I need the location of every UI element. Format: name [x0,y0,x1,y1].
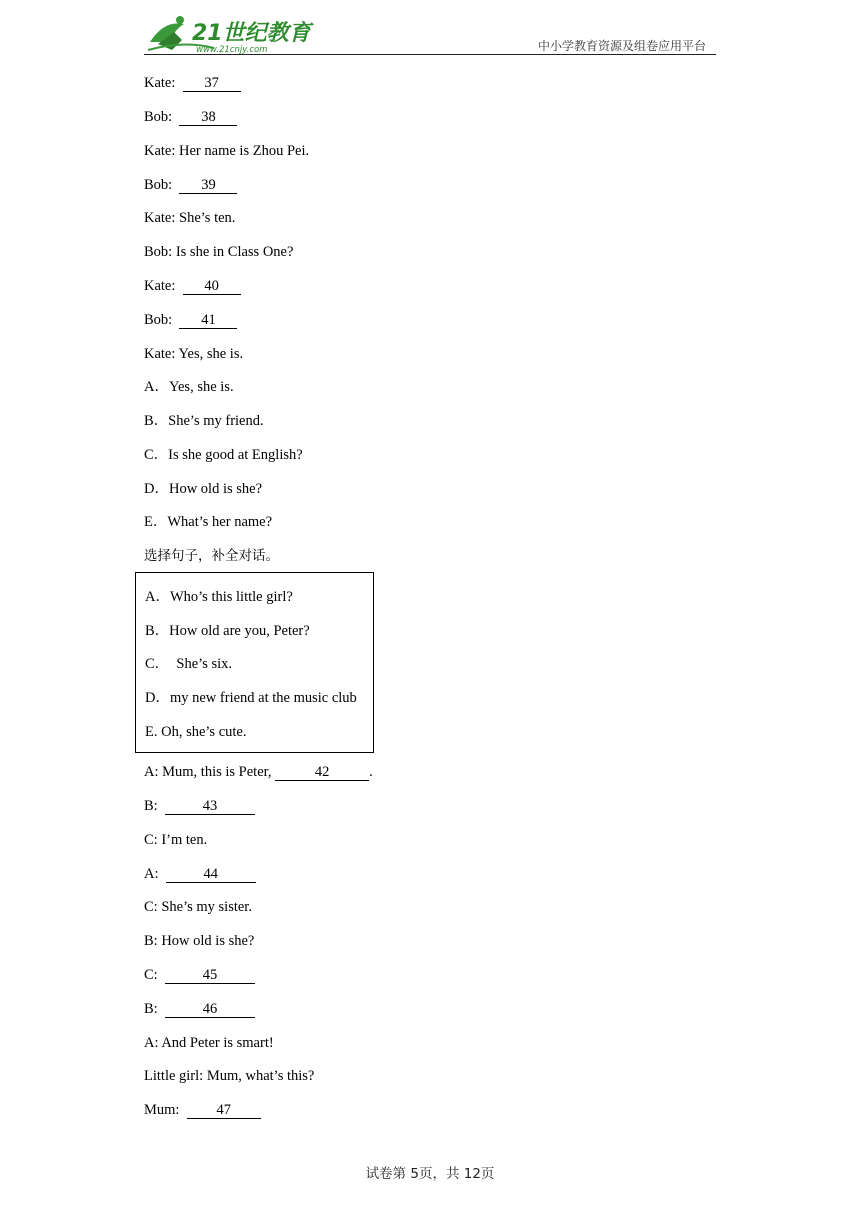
dialog2-line-47: Mum: 47 [144,1101,261,1119]
option-e: E．What’s her name? [144,514,273,530]
dialog1-line: Kate: Her name is Zhou Pei. [144,143,310,159]
dialog2-line-45: C: 45 [144,966,255,984]
dialog2-line: A: And Peter is smart! [144,1035,274,1051]
platform-text: 中小学教育资源及组卷应用平台 [537,39,706,53]
option-d: D．How old is she? [144,481,263,497]
answer-blank-37[interactable]: 37 [183,75,241,92]
answer-blank-45[interactable]: 45 [165,967,255,984]
box-option-a: A．Who’s this little girl? [145,589,293,605]
dialog2-line-44: A: 44 [144,865,256,883]
dialog2-line: C: She’s my sister. [144,899,252,915]
answer-blank-39[interactable]: 39 [179,177,237,194]
box-option-b: B．How old are you, Peter? [145,623,310,639]
answer-blank-42[interactable]: 42 [275,764,369,781]
dialog1-line-40: Kate: 40 [144,277,241,295]
logo-text: 21世纪教育 [192,21,311,46]
answer-blank-44[interactable]: 44 [166,866,256,883]
answer-blank-46[interactable]: 46 [165,1001,255,1018]
logo-21cnjy [144,10,314,56]
dialog2-line: C: I’m ten. [144,832,208,848]
question-instruction: 选择句子，补全对话。 [144,548,279,564]
page-header [144,10,716,56]
header-divider [144,54,716,55]
dialog1-line: Kate: Yes, she is. [144,346,244,362]
answer-blank-47[interactable]: 47 [187,1102,261,1119]
answer-blank-41[interactable]: 41 [179,312,237,329]
options-box [135,572,374,753]
box-option-e: E. Oh, she’s cute. [145,724,247,740]
dialog2-line-42: A: Mum, this is Peter, 42 . [144,764,373,780]
dialog1-line-38: Bob: 38 [144,108,237,126]
page-footer: 试卷第 5页，共 12页 [365,1166,495,1182]
option-a: A．Yes, she is. [144,379,234,395]
dialog1-line-41: Bob: 41 [144,311,237,329]
option-b: B．She’s my friend. [144,413,264,429]
answer-blank-43[interactable]: 43 [165,798,255,815]
dialog1-line-37: Kate: 37 [144,74,241,92]
dialog1-line: Bob: Is she in Class One? [144,244,294,260]
dialog2-line-46: B: 46 [144,1000,255,1018]
dialog1-line-39: Bob: 39 [144,176,237,194]
answer-blank-38[interactable]: 38 [179,109,237,126]
box-option-d: D．my new friend at the music club [145,690,357,706]
dialog2-line: B: How old is she? [144,933,255,949]
logo-url-text: www.21cnjy.com [196,45,268,55]
dialog1-line: Kate: She’s ten. [144,210,236,226]
option-c: C．Is she good at English? [144,447,303,463]
answer-blank-40[interactable]: 40 [183,278,241,295]
box-option-c: C． She’s six. [145,656,233,672]
dialog2-line-43: B: 43 [144,797,255,815]
dialog2-line: Little girl: Mum, what’s this? [144,1068,315,1084]
